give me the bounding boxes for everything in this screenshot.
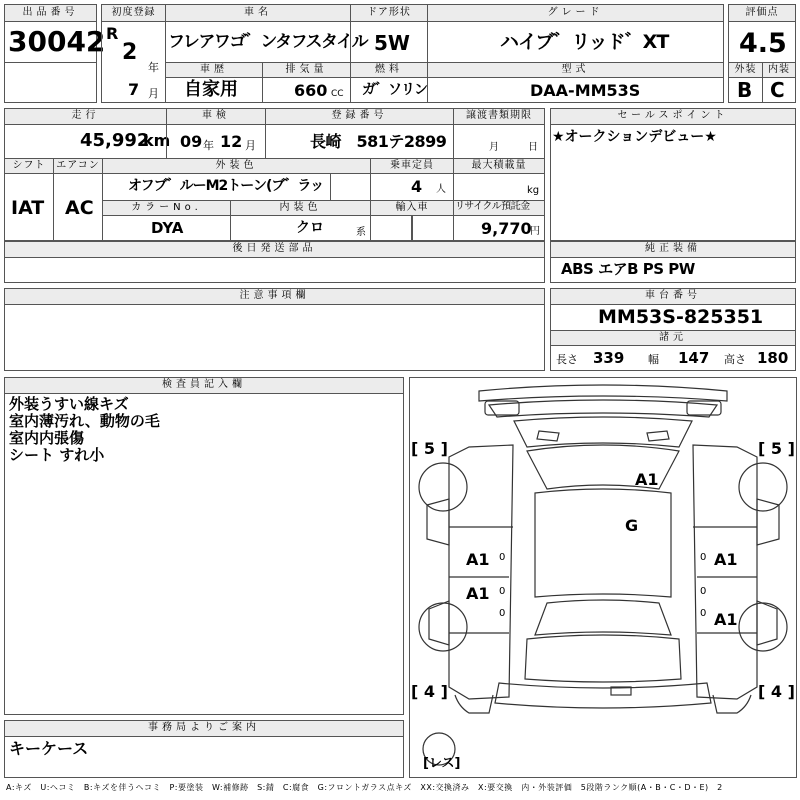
lot-number-label: 出品番号 (22, 7, 79, 18)
reg-month-unit: 月 (148, 87, 159, 100)
capacity-label: 乗車定員 (390, 160, 434, 171)
displacement-label: 排気量 (285, 64, 328, 75)
zero-mark-3: 0 (499, 586, 506, 597)
mileage: 45,992 (80, 130, 150, 151)
inspector-line-1: 外装うすい線キズ (9, 395, 129, 413)
spare-tire-label: [レス] (423, 756, 461, 771)
zero-mark-2: 0 (700, 552, 707, 563)
damage-mark-right-rear-door: A1 (714, 610, 738, 629)
selling-points-label: セールスポイント (617, 110, 729, 121)
grade: ハイブ゛リッド゛XT (500, 31, 669, 53)
width: 147 (678, 349, 710, 367)
mileage-label: 走行 (71, 110, 100, 121)
fuel-label: 燃料 (375, 64, 403, 75)
damage-mark-roof: A1 (635, 470, 659, 489)
equipment-label: 純正装備 (645, 243, 701, 254)
length-label: 長さ (556, 353, 578, 366)
door-type: 5W (374, 31, 410, 55)
office-label: 事務局よりご案内 (148, 722, 260, 733)
recycle: 9,770 (481, 219, 532, 238)
load-label: 最大積載量 (471, 160, 527, 171)
int-color-unit: 系 (356, 227, 366, 238)
damage-mark-left-rear-door: A1 (466, 584, 490, 603)
width-label: 幅 (648, 353, 659, 366)
mileage-unit: km (143, 131, 171, 150)
grade-label: グレード (547, 7, 604, 18)
zero-mark-4: 0 (700, 586, 707, 597)
shift-label: シフト (12, 160, 46, 171)
era: R (106, 24, 119, 43)
int-grade-label: 内装 (768, 64, 790, 75)
later-parts-label: 後日発送部品 (232, 243, 317, 254)
int-color-label: 内装色 (279, 202, 322, 213)
score-label: 評価点 (745, 7, 779, 18)
import-divider (411, 215, 413, 241)
zero-mark-5: 0 (499, 608, 506, 619)
recycle-unit: 円 (530, 226, 540, 237)
fuel: ガ゛ソリン (362, 82, 427, 98)
tire-mark-rear-left: [ 4 ] (411, 682, 448, 701)
equipment: ABS エアB PS PW (561, 260, 695, 278)
displacement: 660 (294, 81, 328, 100)
inspector-line-4: シート すれ小 (9, 446, 105, 464)
model: DAA-MM53S (530, 81, 641, 100)
office-text: キーケース (9, 739, 89, 758)
lot-blank-cell (4, 62, 97, 103)
color-no: DYA (151, 219, 184, 237)
transfer-label: 譲渡書類期限 (466, 110, 532, 121)
caution-cell (4, 304, 545, 371)
color-no-label: カラーNo. (131, 202, 202, 213)
ext-color-extra-cell (330, 173, 371, 201)
chassis-number: MM53S-825351 (598, 306, 764, 328)
ext-color: オフブ゛ルーM2トーン(ブ゛ラッ (128, 178, 324, 194)
capacity-unit: 人 (436, 184, 446, 195)
height: 180 (757, 349, 789, 367)
ac-label: エアコン (56, 160, 100, 171)
history: 自家用 (184, 79, 238, 100)
legend: A:キズ U:ヘコミ B:キズを伴うヘコミ P:要塗装 W:補修跡 S:錆 C:腐食 G:フロントガラス点キズ XX:交換済み X:要交換 内・外装評価 5段階ランク順(A・B・C・D・E) 2 (6, 783, 723, 792)
tire-mark-rear-right: [ 4 ] (758, 682, 795, 701)
score: 4.5 (739, 28, 787, 59)
car-name: フレアワゴ゛ンタフスタイル (168, 32, 368, 52)
inspection-month-unit: 月 (245, 139, 256, 152)
later-parts-cell (4, 257, 545, 283)
dimensions-label: 諸元 (659, 332, 687, 343)
int-grade: C (770, 78, 785, 102)
chassis-label: 車台番号 (645, 290, 701, 301)
transfer-month-unit: 月 (489, 142, 499, 153)
ext-color-label: 外装色 (215, 160, 258, 171)
reg-year-unit: 年 (148, 61, 159, 74)
inspection-year: 09 (180, 132, 203, 151)
reg-year: 2 (122, 40, 138, 65)
lot-number: 30042 (8, 25, 106, 58)
ext-grade: B (737, 78, 753, 102)
transfer-day-unit: 日 (528, 142, 538, 153)
door-label: ドア形状 (367, 7, 411, 18)
car-name-label: 車名 (244, 7, 272, 18)
zero-mark-1: 0 (499, 552, 506, 563)
int-color: クロ (296, 220, 324, 236)
inspection-label: 車検 (202, 110, 230, 121)
first-reg-label: 初度登録 (111, 7, 156, 18)
caution-label: 注意事項欄 (239, 290, 310, 301)
length: 339 (593, 349, 625, 367)
inspection-month: 12 (220, 132, 243, 151)
zero-mark-6: 0 (700, 608, 707, 619)
tire-mark-front-left: [ 5 ] (411, 439, 448, 458)
selling-points: ★オークションデビュー★ (552, 129, 717, 145)
displacement-unit: CC (331, 89, 344, 99)
damage-mark-windshield: G (625, 516, 639, 535)
load-unit: kg (527, 185, 540, 196)
damage-diagram (409, 377, 797, 778)
damage-mark-left-front-door: A1 (466, 550, 490, 569)
damage-mark-right-front-door: A1 (714, 550, 738, 569)
ac: AC (65, 197, 94, 219)
car-body-outline (419, 385, 787, 765)
reg-no-label: 登録番号 (331, 110, 388, 121)
tire-mark-front-right: [ 5 ] (758, 439, 795, 458)
height-label: 高さ (724, 353, 746, 366)
reg-month: 7 (128, 80, 140, 99)
history-label: 車歴 (200, 64, 228, 75)
capacity: 4 (411, 177, 423, 196)
inspection-year-unit: 年 (203, 139, 214, 152)
ext-grade-label: 外装 (734, 64, 757, 75)
inspector-line-3: 室内内張傷 (9, 429, 85, 447)
import-label: 輸入車 (395, 202, 429, 213)
shift: IAT (11, 197, 45, 219)
inspector-label: 検査員記入欄 (162, 379, 246, 390)
recycle-label: リサイクル預託金 (455, 201, 530, 212)
model-label: 型式 (561, 64, 590, 75)
inspector-line-2: 室内薄汚れ、動物の毛 (9, 412, 160, 430)
reg-no: 長崎 581テ2899 (310, 132, 447, 151)
